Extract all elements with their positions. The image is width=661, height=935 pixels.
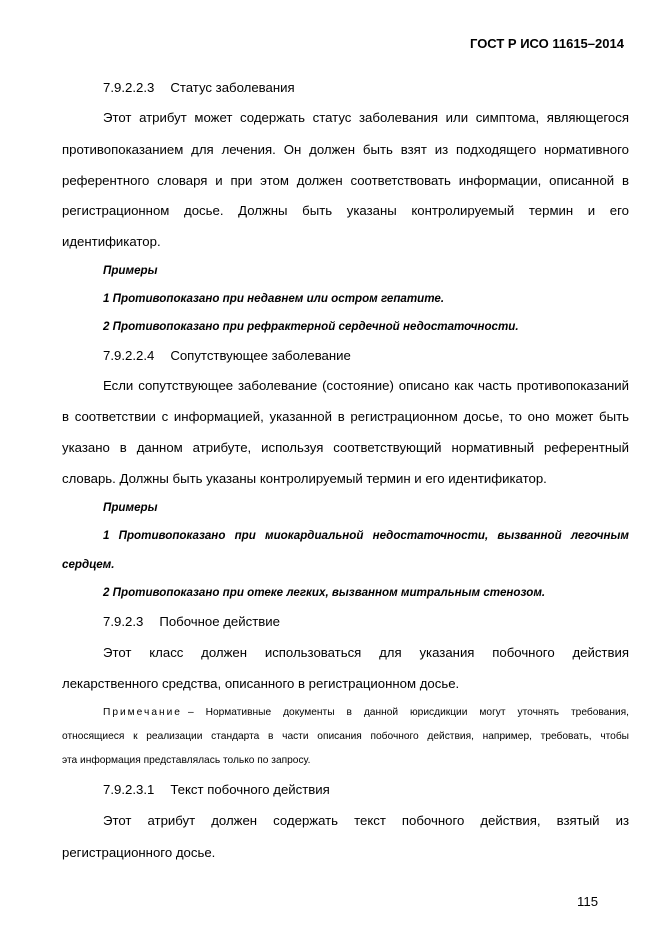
page-number: 115	[577, 894, 599, 909]
examples-label: Примеры	[103, 501, 158, 514]
paragraph-line: противопоказанием для лечения. Он должен быть взят из подходящего нормативного	[62, 142, 629, 157]
paragraph-line: в соответствии с информацией, указанной в регистрационном досье, то оно может быть	[62, 409, 629, 424]
paragraph-line: регистрационного досье.	[62, 845, 216, 860]
note-text: – Нормативные документы в данной юрисдикции могут уточнять требования,	[187, 707, 629, 718]
heading-title: Сопутствующее заболевание	[170, 348, 351, 363]
paragraph-line: Если сопутствующее заболевание (состояние) описано как часть противопоказаний	[103, 378, 629, 393]
paragraph-line: регистрационном досье. Должны быть указаны контролируемый термин и его	[62, 203, 629, 218]
paragraph-line: идентификатор.	[62, 234, 161, 249]
note-label: Примечание	[103, 707, 182, 718]
example-item-continuation: сердцем.	[62, 558, 115, 571]
heading-number: 7.9.2.3.1	[103, 782, 155, 797]
heading-title: Побочное действие	[159, 614, 280, 629]
note-line	[103, 707, 629, 718]
heading-title: Текст побочного действия	[170, 782, 330, 797]
paragraph-line: лекарственного средства, описанного в регистрационном досье.	[62, 676, 460, 691]
example-item: 2 Противопоказано при отеке легких, вызванном митральным стенозом.	[103, 586, 546, 599]
heading-number: 7.9.2.2.3	[103, 80, 155, 95]
section-heading-side-effect-text	[103, 782, 330, 797]
example-item: 1 Противопоказано при миокардиальной недостаточности, вызванной легочным	[103, 529, 629, 542]
document-header: ГОСТ Р ИСО 11615–2014	[470, 36, 624, 51]
paragraph-line: Этот атрибут может содержать статус заболевания или симптома, являющегося	[103, 110, 629, 125]
section-heading-side-effect	[103, 614, 280, 629]
paragraph-line: референтного словаря и при этом должен соответствовать информации, описанной в	[62, 173, 629, 188]
paragraph-line: Этот класс должен использоваться для указания побочного действия	[103, 645, 629, 660]
example-item: 1 Противопоказано при недавнем или остром гепатите.	[103, 292, 445, 305]
paragraph-line: словарь. Должны быть указаны контролируемый термин и его идентификатор.	[62, 471, 547, 486]
example-item: 2 Противопоказано при рефрактерной сердечной недостаточности.	[103, 320, 519, 333]
heading-number: 7.9.2.2.4	[103, 348, 155, 363]
paragraph-line: Этот атрибут должен содержать текст побочного действия, взятый из	[103, 813, 629, 828]
examples-label: Примеры	[103, 264, 158, 277]
heading-number: 7.9.2.3	[103, 614, 144, 629]
heading-title: Статус заболевания	[170, 80, 295, 95]
note-line: относящиеся к реализации стандарта в части описания побочного действия, например, требовать, чтобы	[62, 731, 629, 742]
section-heading-status	[103, 80, 295, 95]
paragraph-line: указано в данном атрибуте, используя соответствующий нормативный референтный	[62, 440, 629, 455]
section-heading-comorbidity	[103, 348, 351, 363]
note-line: эта информация представлялась только по запросу.	[62, 755, 311, 766]
